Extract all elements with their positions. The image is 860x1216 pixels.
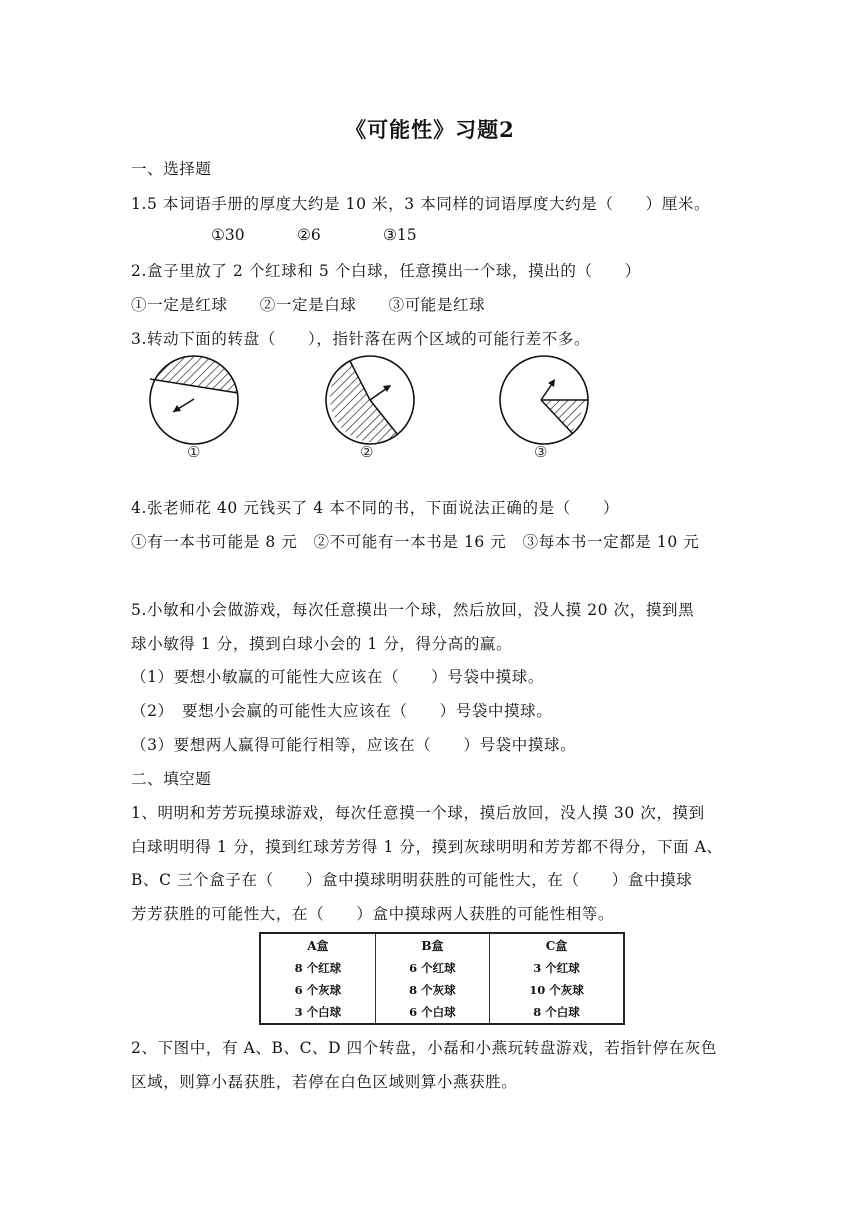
table-cell: 8 个灰球 bbox=[375, 979, 489, 1001]
fill-2-line-2: 区域，则算小磊获胜，若停在白色区域则算小燕获胜。 bbox=[131, 1073, 518, 1091]
spinner-3-label: ③ bbox=[534, 443, 548, 461]
table-header-a: A盒 bbox=[260, 933, 375, 957]
section-choice-heading: 一、选择题 bbox=[131, 160, 212, 178]
question-5-sub-1: （1）要想小敏赢的可能性大应该在（ ）号袋中摸球。 bbox=[131, 668, 544, 686]
question-4: 4.张老师花 40 元钱买了 4 本不同的书，下面说法正确的是（ ） bbox=[131, 499, 620, 517]
fill-1-line-4: 芳芳获胜的可能性大，在（ ）盒中摸球两人获胜的可能性相等。 bbox=[131, 905, 615, 923]
question-2: 2.盒子里放了 2 个红球和 5 个白球，任意摸出一个球，摸出的（ ） bbox=[131, 262, 641, 280]
q2-options: ①一定是红球 ②一定是白球 ③可能是红球 bbox=[131, 296, 486, 314]
spinner-2-label: ② bbox=[360, 443, 374, 461]
section-fill-heading: 二、填空题 bbox=[131, 770, 212, 788]
table-row bbox=[260, 957, 624, 979]
table-cell: 3 个白球 bbox=[260, 1001, 375, 1024]
question-3: 3.转动下面的转盘（ ），指针落在两个区域的可能行差不多。 bbox=[131, 330, 591, 348]
q1-option-b: ②6 bbox=[297, 226, 321, 244]
table-cell: 10 个灰球 bbox=[489, 979, 624, 1001]
q1-option-a: ①30 bbox=[211, 226, 245, 244]
table-header-row bbox=[260, 933, 624, 957]
table-header-b: B盒 bbox=[375, 933, 489, 957]
table-cell: 6 个灰球 bbox=[260, 979, 375, 1001]
table-cell: 8 个红球 bbox=[260, 957, 375, 979]
spinner-2-figure bbox=[320, 355, 420, 450]
question-5-line-2: 球小敏得 1 分，摸到白球小会的 1 分，得分高的赢。 bbox=[131, 635, 513, 653]
spinner-1-label: ① bbox=[187, 443, 201, 461]
ball-box-table bbox=[259, 932, 625, 1025]
table-cell: 8 个白球 bbox=[489, 1001, 624, 1024]
table-header-c: C盒 bbox=[489, 933, 624, 957]
table-row bbox=[260, 979, 624, 1001]
page-title: 《可能性》习题2 bbox=[345, 117, 515, 142]
question-5-line-1: 5.小敏和小会做游戏，每次任意摸出一个球，然后放回，没人摸 20 次，摸到黑 bbox=[131, 601, 695, 619]
question-5-sub-2: （2） 要想小会赢的可能性大应该在（ ）号袋中摸球。 bbox=[131, 702, 553, 720]
table-cell: 6 个白球 bbox=[375, 1001, 489, 1024]
q1-option-c: ③15 bbox=[383, 226, 417, 244]
table-cell: 3 个红球 bbox=[489, 957, 624, 979]
fill-2-line-1: 2、下图中，有 A、B、C、D 四个转盘，小磊和小燕玩转盘游戏，若指针停在灰色 bbox=[131, 1039, 717, 1057]
q4-options: ①有一本书可能是 8 元 ②不可能有一本书是 16 元 ③每本书一定都是 10 元 bbox=[131, 533, 700, 551]
fill-1-line-2: 白球明明得 1 分，摸到红球芳芳得 1 分，摸到灰球明明和芳芳都不得分，下面 A、 bbox=[131, 838, 723, 856]
table-cell: 6 个红球 bbox=[375, 957, 489, 979]
spinner-3-figure bbox=[494, 355, 594, 450]
fill-1-line-1: 1、明明和芳芳玩摸球游戏，每次任意摸一个球，摸后放回，没人摸 30 次，摸到 bbox=[131, 804, 705, 822]
question-1: 1.5 本词语手册的厚度大约是 10 米，3 本同样的词语厚度大约是（ ）厘米。 bbox=[131, 195, 711, 213]
question-5-sub-3: （3）要想两人赢得可能行相等，应该在（ ）号袋中摸球。 bbox=[131, 736, 577, 754]
table-row bbox=[260, 1001, 624, 1024]
fill-1-line-3: B、C 三个盒子在（ ）盒中摸球明明获胜的可能性大，在（ ）盒中摸球 bbox=[131, 871, 693, 889]
spinner-1-figure bbox=[144, 355, 244, 450]
